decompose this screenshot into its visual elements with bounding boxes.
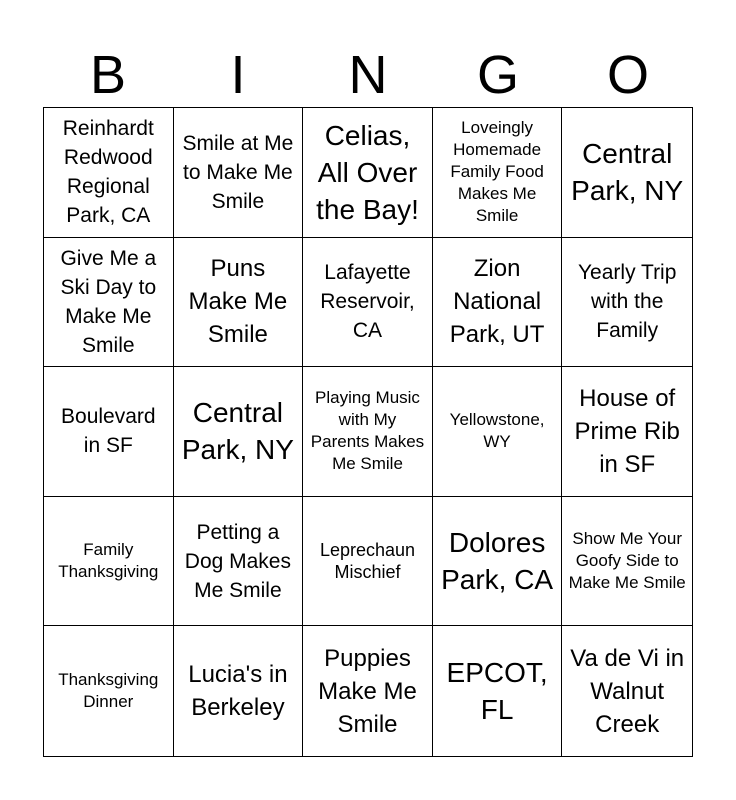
cell-text: Leprechaun Mischief bbox=[319, 540, 416, 583]
cell-text: Central Park, NY bbox=[571, 138, 684, 207]
bingo-cell[interactable] bbox=[44, 626, 174, 756]
cell-text: Dolores Park, CA bbox=[441, 527, 554, 596]
cell-text: House of Prime Rib in SF bbox=[574, 384, 680, 478]
cell-text: Boulevard in SF bbox=[61, 405, 156, 458]
bingo-cell[interactable] bbox=[433, 626, 563, 756]
bingo-cell[interactable] bbox=[303, 367, 433, 497]
cell-text: Yearly Trip with the Family bbox=[577, 261, 677, 343]
cell-text: Family Thanksgiving bbox=[58, 540, 159, 582]
bingo-cell[interactable] bbox=[303, 497, 433, 627]
bingo-cell[interactable] bbox=[562, 497, 692, 627]
cell-text: Va de Vi in Walnut Creek bbox=[570, 644, 685, 738]
header-letter-g: G bbox=[476, 45, 519, 105]
cell-text: EPCOT, FL bbox=[446, 657, 548, 726]
bingo-header bbox=[43, 44, 693, 106]
bingo-cell[interactable] bbox=[562, 367, 692, 497]
bingo-cell[interactable] bbox=[562, 238, 692, 368]
bingo-cell[interactable] bbox=[303, 626, 433, 756]
bingo-cell[interactable] bbox=[44, 367, 174, 497]
bingo-cell[interactable] bbox=[433, 238, 563, 368]
cell-text: Playing Music with My Parents Makes Me Smile bbox=[310, 388, 425, 474]
cell-text: Puns Make Me Smile bbox=[188, 255, 288, 349]
bingo-cell[interactable] bbox=[174, 626, 304, 756]
cell-text: Yellowstone, WY bbox=[449, 410, 545, 452]
bingo-cell[interactable] bbox=[174, 108, 304, 238]
header-letter-i: I bbox=[230, 45, 246, 105]
cell-text: Loveingly Homemade Family Food Makes Me Smile bbox=[450, 118, 544, 226]
header-letter-n: N bbox=[348, 45, 388, 105]
bingo-cell[interactable] bbox=[433, 367, 563, 497]
cell-text: Thanksgiving Dinner bbox=[58, 670, 159, 712]
bingo-cell[interactable] bbox=[433, 497, 563, 627]
bingo-board bbox=[43, 107, 693, 757]
cell-text: Lafayette Reservoir, CA bbox=[320, 261, 415, 343]
bingo-cell[interactable] bbox=[562, 626, 692, 756]
bingo-cell[interactable] bbox=[44, 238, 174, 368]
bingo-cell[interactable] bbox=[303, 108, 433, 238]
bingo-cell[interactable] bbox=[44, 108, 174, 238]
cell-text: Celias, All Over the Bay! bbox=[316, 119, 419, 225]
bingo-cell[interactable] bbox=[44, 497, 174, 627]
cell-text: Smile at Me to Make Me Smile bbox=[182, 131, 294, 213]
cell-text: Puppies Make Me Smile bbox=[318, 644, 417, 738]
cell-text: Lucia's in Berkeley bbox=[188, 661, 288, 722]
cell-text: Give Me a Ski Day to Make Me Smile bbox=[60, 246, 157, 357]
bingo-cell[interactable] bbox=[174, 367, 304, 497]
cell-text: Zion National Park, UT bbox=[449, 255, 545, 349]
cell-text: Petting a Dog Makes Me Smile bbox=[184, 520, 291, 602]
bingo-cell[interactable] bbox=[562, 108, 692, 238]
bingo-cell[interactable] bbox=[174, 238, 304, 368]
header-letter-b: B bbox=[89, 45, 127, 105]
cell-text: Show Me Your Goofy Side to Make Me Smile bbox=[568, 529, 686, 593]
bingo-cell[interactable] bbox=[433, 108, 563, 238]
bingo-cell[interactable] bbox=[303, 238, 433, 368]
bingo-cell[interactable] bbox=[174, 497, 304, 627]
cell-text: Central Park, NY bbox=[181, 397, 294, 466]
cell-text: Reinhardt Redwood Regional Park, CA bbox=[62, 117, 154, 228]
header-letter-o: O bbox=[606, 45, 649, 105]
